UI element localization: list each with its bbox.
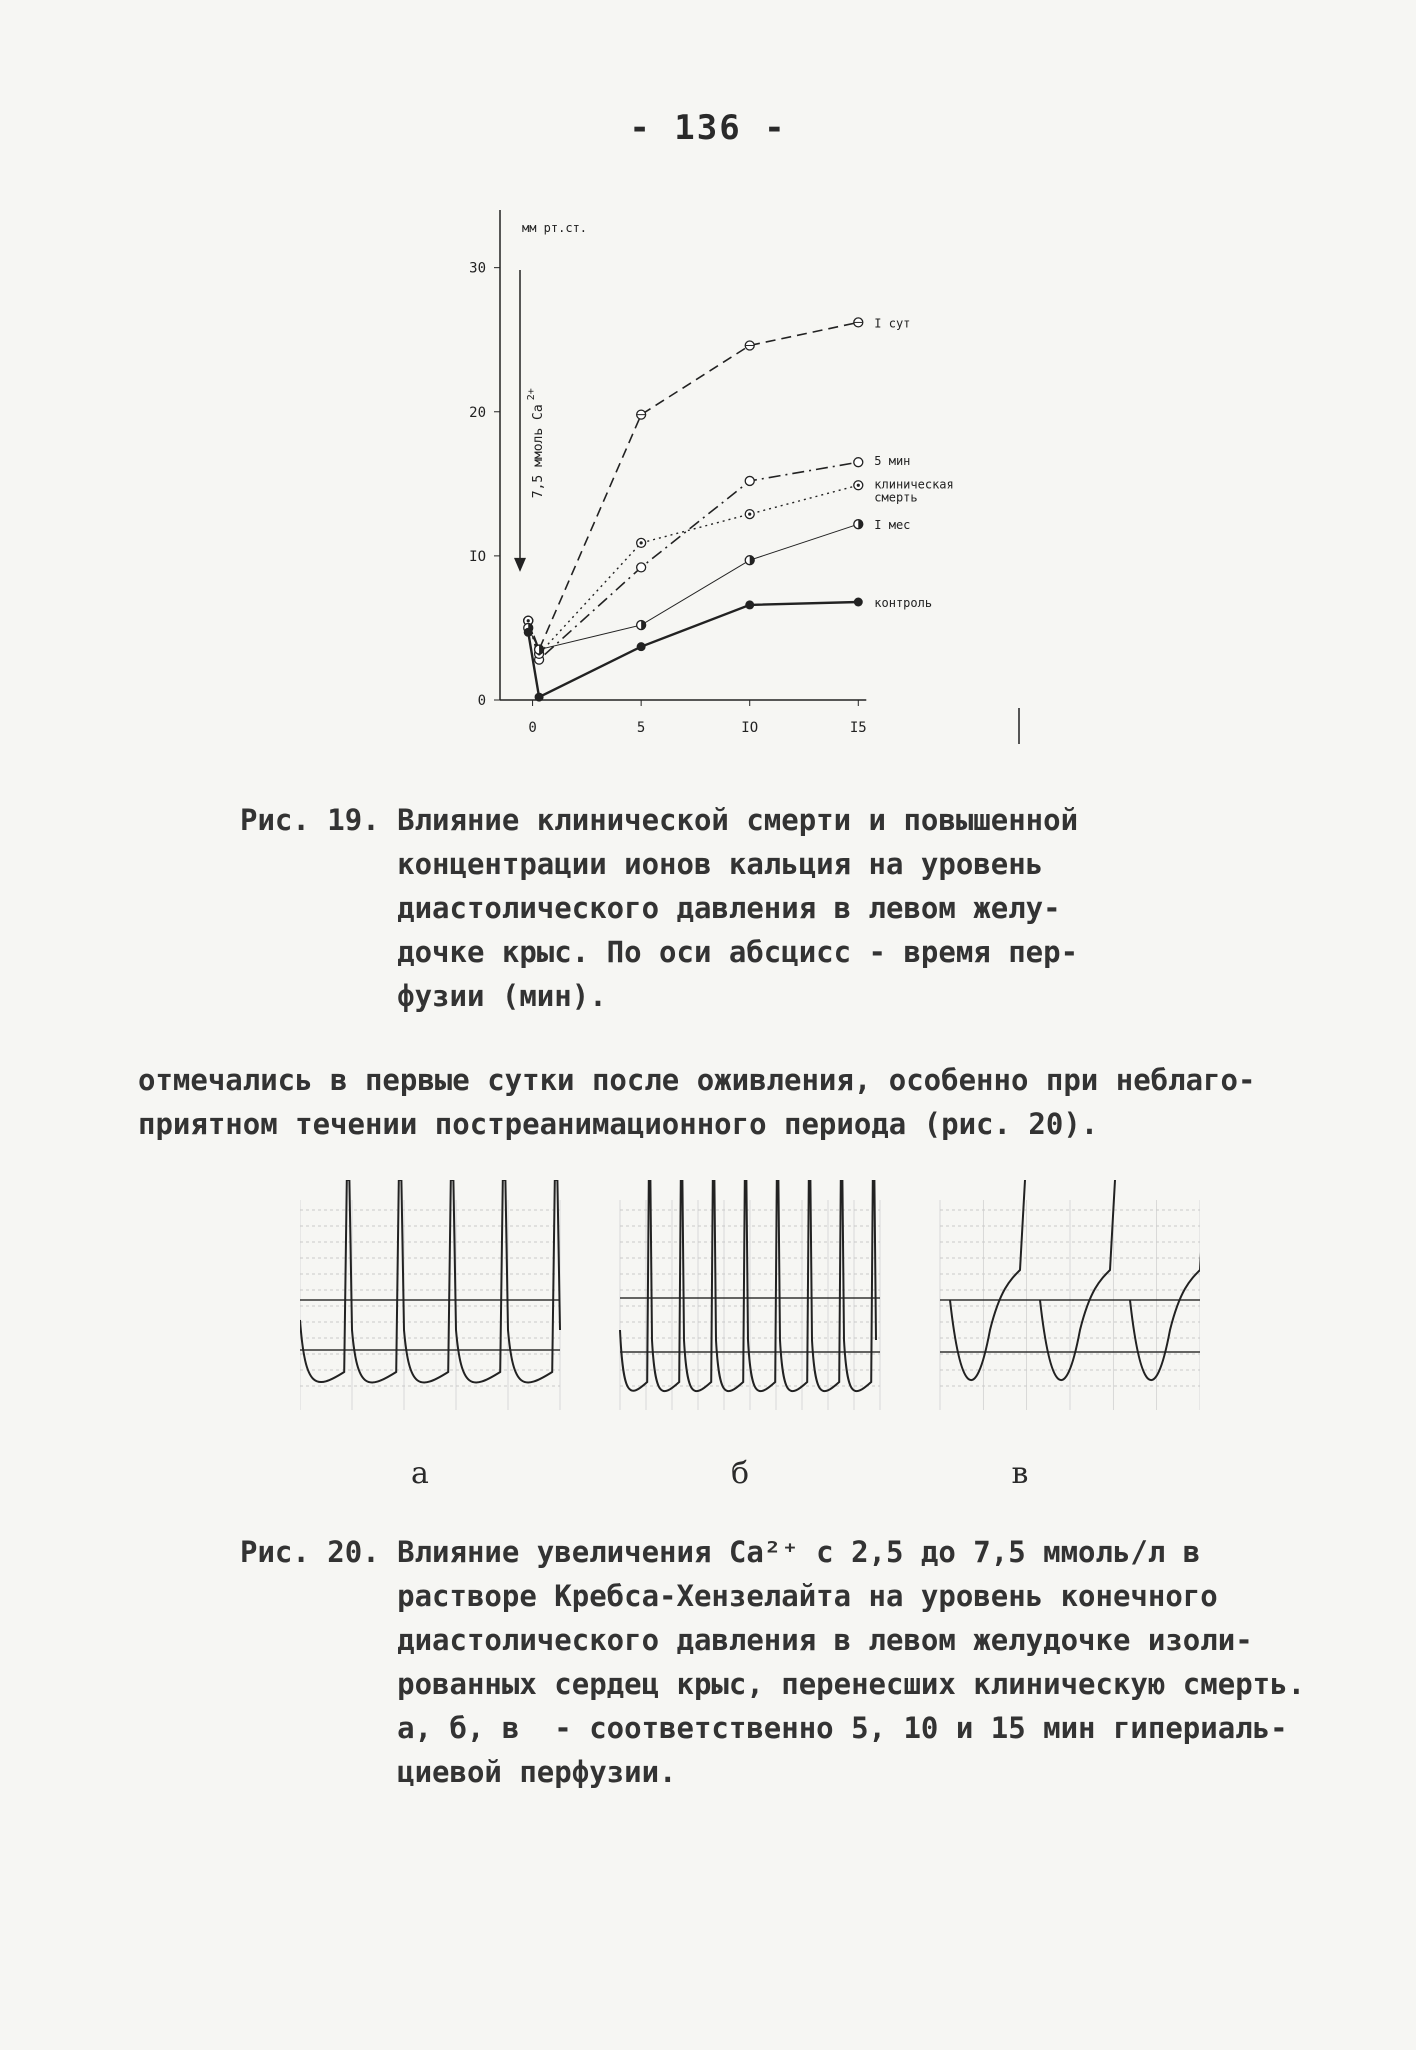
data-point	[637, 563, 646, 572]
legend-label-clinical-2: смерть	[874, 490, 918, 505]
data-point	[854, 598, 863, 607]
chart-series	[524, 318, 863, 702]
series-line	[528, 462, 858, 659]
legend-label-5-min: 5 мин	[874, 454, 911, 469]
page-number: - 136 -	[629, 108, 787, 148]
data-point-dot	[527, 619, 530, 622]
legend-label-clinical-1: клиническая	[874, 477, 954, 492]
x-tick-label: IO	[741, 720, 759, 736]
x-tick-label: I5	[849, 720, 867, 736]
series-line	[528, 602, 858, 697]
data-point	[524, 628, 533, 637]
data-point-dot	[857, 484, 860, 487]
series-line	[528, 524, 858, 649]
legend-label-1-month: I мес	[874, 518, 911, 533]
data-point	[535, 693, 544, 702]
recording-panel-c	[940, 1180, 1200, 1410]
panel-label-c: в	[1011, 1456, 1029, 1491]
y-axis-unit: мм рт.ст.	[522, 221, 588, 235]
recording-panel-b	[620, 1180, 880, 1410]
pressure-trace	[620, 1180, 876, 1391]
series-line	[528, 322, 858, 649]
body-paragraph: отмечались в первые сутки после оживления, особенно при неблаго- приятном течении постреанимационного периода (рис. 20).	[138, 1063, 1256, 1141]
legend-label-control: контроль	[874, 596, 933, 610]
y-tick-label: 0	[477, 693, 486, 709]
data-point-dot	[640, 541, 643, 544]
data-point	[637, 642, 646, 651]
x-tick-label: 5	[636, 720, 646, 736]
figure-20-recordings	[300, 1180, 1200, 1450]
data-point	[745, 476, 754, 485]
y-tick-label: IO	[469, 548, 486, 565]
data-point-dot	[748, 512, 751, 515]
data-point	[854, 458, 863, 467]
figure-20-caption: Рис. 20. Влияние увеличения Ca²⁺ с 2,5 до 7,5 ммоль/л в растворе Кребса-Хензелайта на уровень конечного диастолического давления в левом желудочке изоли- рованных сердец крыс, перенесших клиническую смерть. а, б, в - соответственно 5, 10 и 15 мин гипериаль- циевой перфузии.	[240, 1535, 1306, 1789]
figure-19-chart	[460, 200, 1020, 760]
panel-label-a: а	[411, 1456, 429, 1491]
data-point	[745, 600, 754, 609]
recording-panel-a	[300, 1180, 560, 1410]
scan-mark	[1018, 708, 1020, 744]
arrow-head	[514, 558, 526, 572]
arrow-label-sup: 2+	[526, 388, 537, 401]
legend-label-1-sut: I сут	[874, 316, 911, 331]
panel-label-b: б	[730, 1456, 750, 1491]
figure-19-caption: Рис. 19. Влияние клинической смерти и повышенной концентрации ионов кальция на уровень диастолического давления в левом желу- дочке крыс. По оси абсцисс - время пер- фузии (мин).	[240, 803, 1079, 1013]
arrow-label: 7,5 ммоль Ca	[531, 404, 546, 499]
x-tick-label: 0	[528, 720, 537, 736]
y-tick-label: 20	[469, 404, 486, 421]
y-tick-label: 30	[469, 260, 486, 277]
series-line	[528, 485, 858, 654]
